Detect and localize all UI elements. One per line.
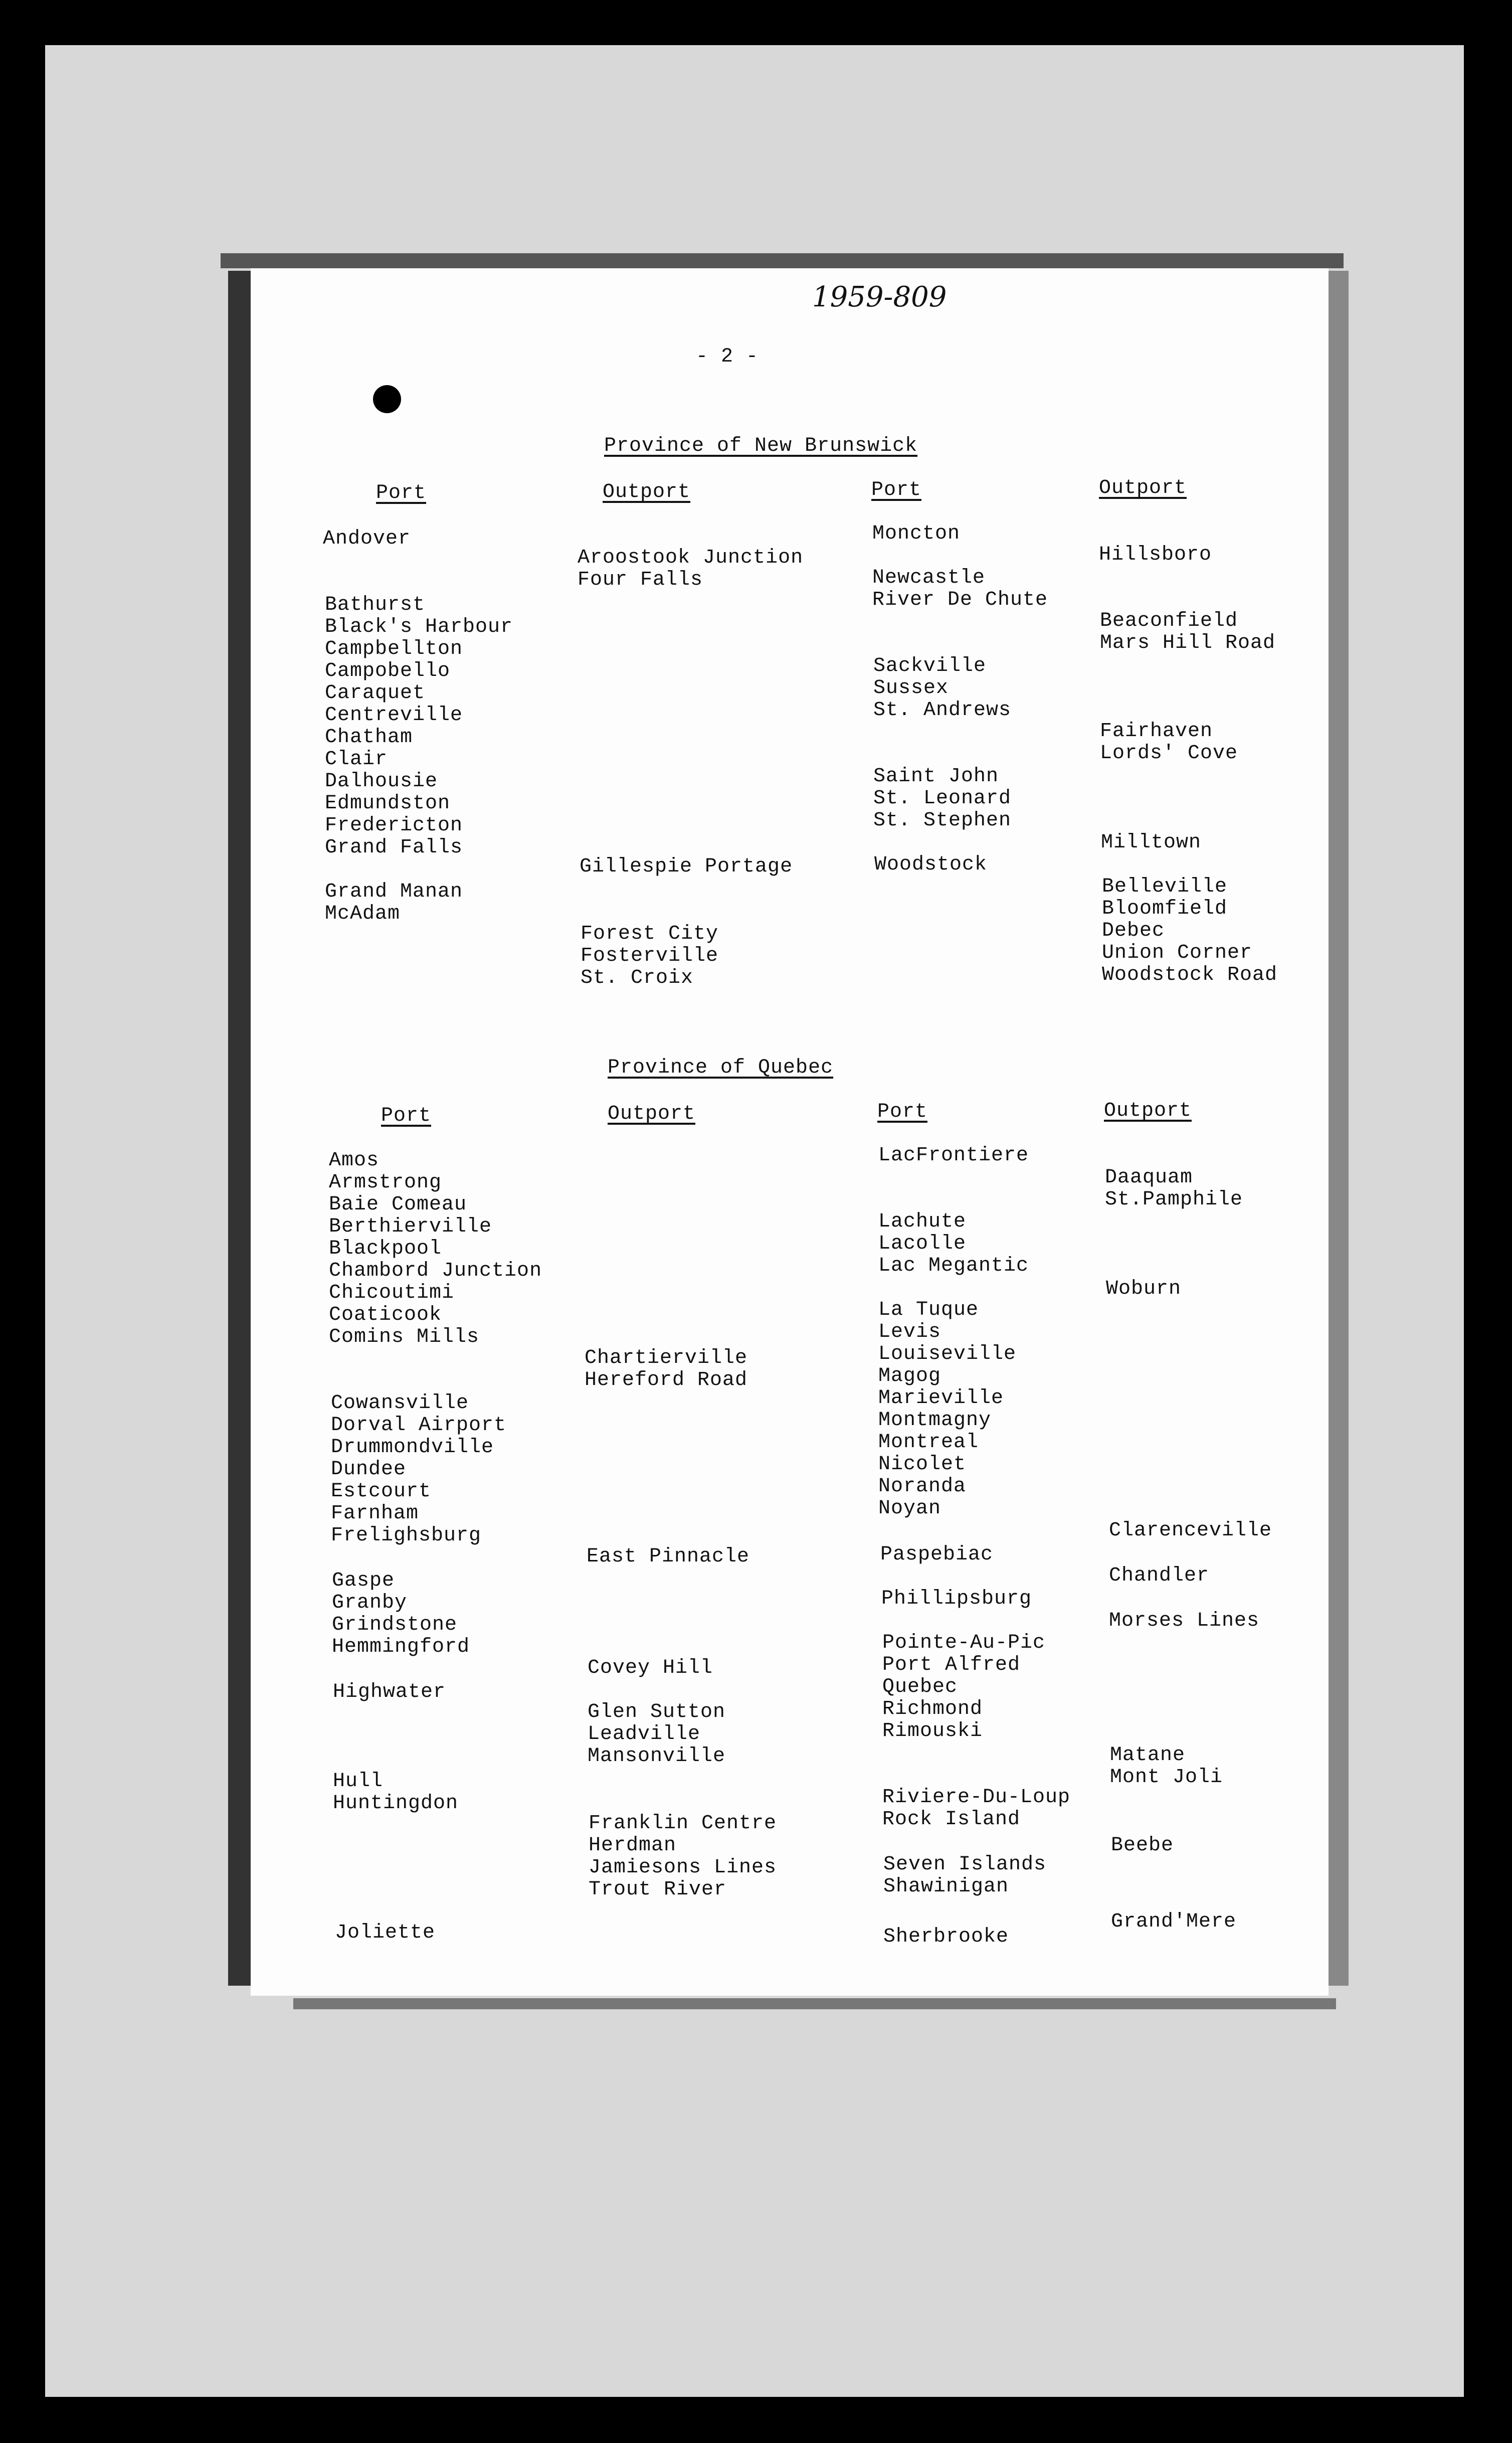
nb-port-entry: Grand Manan bbox=[325, 881, 463, 903]
nb-outport-entry: Gillespie Portage bbox=[580, 855, 793, 878]
page-number: - 2 - bbox=[696, 345, 759, 368]
qc-outport2-entry: Morses Lines bbox=[1109, 1610, 1260, 1632]
nb-outport-entry: Forest City bbox=[581, 923, 719, 945]
nb-outport2-entry: Lords' Cove bbox=[1100, 742, 1238, 765]
nb-outport2-entry: Fairhaven bbox=[1100, 720, 1213, 743]
nb-header-outport-1: Outport bbox=[603, 481, 691, 503]
nb-outport2-entry: Mars Hill Road bbox=[1100, 632, 1276, 654]
qc-outport2-entry: Clarenceville bbox=[1109, 1519, 1272, 1542]
nb-port2-entry: Sackville bbox=[873, 655, 987, 677]
page-shadow-bottom bbox=[293, 1998, 1336, 2009]
qc-port-entry: Comins Mills bbox=[329, 1326, 480, 1348]
nb-outport-entry: St. Croix bbox=[581, 967, 694, 989]
qc-port2-entry: Montreal bbox=[878, 1431, 979, 1454]
qc-port-entry: Blackpool bbox=[329, 1238, 442, 1260]
qc-port-entry: Berthierville bbox=[329, 1215, 492, 1238]
nb-outport2-entry: Beaconfield bbox=[1100, 610, 1238, 632]
qc-port-entry: Gaspe bbox=[332, 1569, 395, 1592]
qc-port-entry: Armstrong bbox=[329, 1171, 442, 1194]
qc-outport-entry: Herdman bbox=[589, 1834, 677, 1857]
qc-port-entry: Drummondville bbox=[331, 1436, 494, 1459]
qc-port-entry: Dorval Airport bbox=[331, 1414, 507, 1437]
qc-port2-entry: Port Alfred bbox=[882, 1654, 1021, 1676]
qc-port-entry: Huntingdon bbox=[333, 1792, 459, 1815]
qc-port-entry: Amos bbox=[329, 1149, 380, 1172]
nb-port2-entry: Newcastle bbox=[872, 567, 986, 589]
qc-outport-entry: Mansonville bbox=[588, 1745, 726, 1768]
qc-outport-entry: Leadville bbox=[588, 1723, 701, 1746]
nb-port-entry: Chatham bbox=[325, 726, 413, 749]
qc-port2-entry: Noyan bbox=[878, 1497, 941, 1520]
nb-title: Province of New Brunswick bbox=[604, 435, 918, 457]
qc-outport-entry: Covey Hill bbox=[588, 1657, 713, 1679]
nb-port-entry: Centreville bbox=[325, 704, 463, 727]
qc-port-entry: Chicoutimi bbox=[329, 1282, 455, 1304]
qc-outport2-entry: Woburn bbox=[1106, 1278, 1182, 1300]
nb-port-entry: Caraquet bbox=[325, 682, 426, 705]
qc-port-entry: Baie Comeau bbox=[329, 1193, 467, 1216]
nb-port-entry: Fredericton bbox=[325, 814, 463, 837]
nb-outport2-entry: Belleville bbox=[1102, 876, 1228, 898]
nb-port2-entry: Moncton bbox=[872, 522, 961, 545]
qc-outport-entry: East Pinnacle bbox=[587, 1545, 750, 1568]
nb-outport2-entry: Hillsboro bbox=[1099, 544, 1212, 566]
qc-port-entry: Farnham bbox=[331, 1502, 419, 1525]
qc-port2-entry: Riviere-Du-Loup bbox=[882, 1786, 1071, 1809]
qc-title: Province of Quebec bbox=[608, 1057, 834, 1079]
qc-port2-entry: Seven Islands bbox=[883, 1853, 1047, 1876]
qc-port2-entry: Shawinigan bbox=[883, 1875, 1009, 1898]
qc-outport2-entry: Chandler bbox=[1109, 1564, 1210, 1587]
nb-port-entry: Andover bbox=[323, 528, 411, 550]
page-shadow-top bbox=[221, 253, 1344, 268]
page-shadow-right bbox=[1329, 271, 1349, 1986]
qc-port2-entry: Quebec bbox=[882, 1676, 958, 1698]
nb-port-entry: Campbellton bbox=[325, 638, 463, 660]
qc-port2-entry: Paspebiac bbox=[880, 1543, 994, 1566]
qc-outport2-entry: Mont Joli bbox=[1110, 1766, 1223, 1789]
qc-outport-entry: Chartierville bbox=[585, 1347, 748, 1369]
qc-outport2-entry: Beebe bbox=[1111, 1834, 1174, 1857]
qc-header-outport-1: Outport bbox=[608, 1103, 696, 1125]
nb-port2-entry: Woodstock bbox=[874, 853, 988, 876]
nb-port-entry: Black's Harbour bbox=[325, 616, 513, 638]
nb-outport-entry: Fosterville bbox=[581, 945, 719, 967]
qc-port-entry: Chambord Junction bbox=[329, 1260, 542, 1282]
qc-header-port-1: Port bbox=[381, 1105, 432, 1127]
nb-outport2-entry: Debec bbox=[1102, 920, 1165, 942]
qc-port2-entry: Nicolet bbox=[878, 1453, 967, 1476]
qc-port2-entry: Noranda bbox=[878, 1475, 967, 1498]
nb-port2-entry: Saint John bbox=[873, 765, 999, 788]
qc-outport2-entry: Grand'Mere bbox=[1111, 1910, 1237, 1933]
qc-outport-entry: Jamiesons Lines bbox=[589, 1856, 777, 1879]
qc-port2-entry: Magog bbox=[878, 1365, 941, 1387]
nb-port-entry: Grand Falls bbox=[325, 836, 463, 859]
qc-outport2-entry: St.Pamphile bbox=[1105, 1188, 1243, 1211]
qc-outport2-entry: Matane bbox=[1110, 1744, 1186, 1767]
nb-port-entry: McAdam bbox=[325, 903, 401, 925]
qc-port2-entry: Marieville bbox=[878, 1387, 1004, 1410]
nb-outport2-entry: Union Corner bbox=[1102, 942, 1253, 964]
qc-port-entry: Granby bbox=[332, 1592, 408, 1614]
nb-outport2-entry: Milltown bbox=[1101, 831, 1202, 854]
qc-outport-entry: Franklin Centre bbox=[589, 1812, 777, 1835]
nb-port-entry: Bathurst bbox=[325, 594, 426, 616]
nb-outport2-entry: Bloomfield bbox=[1102, 898, 1228, 920]
qc-port2-entry: Phillipsburg bbox=[881, 1588, 1032, 1610]
qc-port2-entry: Lac Megantic bbox=[878, 1255, 1029, 1277]
qc-port-entry: Joliette bbox=[335, 1922, 436, 1944]
nb-port2-entry: St. Andrews bbox=[873, 699, 1012, 722]
qc-port-entry: Frelighsburg bbox=[331, 1524, 482, 1547]
nb-header-port-2: Port bbox=[871, 479, 922, 501]
nb-port-entry: Dalhousie bbox=[325, 770, 438, 793]
qc-port2-entry: Sherbrooke bbox=[883, 1926, 1009, 1948]
qc-port2-entry: Montmagny bbox=[878, 1409, 992, 1432]
qc-port-entry: Cowansville bbox=[331, 1392, 469, 1415]
qc-port-entry: Grindstone bbox=[332, 1614, 458, 1636]
qc-port2-entry: Rimouski bbox=[882, 1720, 983, 1742]
nb-port2-entry: St. Leonard bbox=[873, 787, 1012, 810]
qc-port2-entry: Richmond bbox=[882, 1698, 983, 1720]
nb-outport-entry: Aroostook Junction bbox=[578, 547, 804, 569]
qc-outport-entry: Glen Sutton bbox=[588, 1701, 726, 1723]
nb-port-entry: Edmundston bbox=[325, 792, 451, 815]
qc-outport2-entry: Daaquam bbox=[1105, 1166, 1193, 1189]
nb-header-outport-2: Outport bbox=[1099, 477, 1187, 499]
qc-port2-entry: Pointe-Au-Pic bbox=[882, 1632, 1046, 1654]
qc-outport-entry: Trout River bbox=[589, 1878, 727, 1901]
qc-port-entry: Dundee bbox=[331, 1458, 407, 1481]
qc-port2-entry: LacFrontiere bbox=[878, 1144, 1029, 1167]
qc-port-entry: Hull bbox=[333, 1770, 384, 1793]
qc-port-entry: Estcourt bbox=[331, 1480, 432, 1503]
qc-port-entry: Coaticook bbox=[329, 1304, 442, 1326]
handwritten-note: 1959-809 bbox=[812, 281, 947, 313]
qc-port-entry: Hemmingford bbox=[332, 1636, 470, 1658]
qc-outport-entry: Hereford Road bbox=[585, 1369, 748, 1391]
punch-hole-dot bbox=[373, 385, 401, 413]
nb-outport2-entry: Woodstock Road bbox=[1102, 964, 1278, 986]
nb-outport-entry: Four Falls bbox=[578, 569, 703, 591]
nb-port-entry: Clair bbox=[325, 748, 388, 771]
nb-header-port-1: Port bbox=[376, 482, 427, 504]
nb-port2-entry: Sussex bbox=[873, 677, 949, 700]
nb-port-entry: Campobello bbox=[325, 660, 451, 682]
qc-port2-entry: Lachute bbox=[878, 1210, 967, 1233]
qc-port2-entry: Louiseville bbox=[878, 1343, 1017, 1365]
nb-port2-entry: St. Stephen bbox=[873, 809, 1012, 832]
qc-header-outport-2: Outport bbox=[1104, 1100, 1192, 1122]
qc-port2-entry: Levis bbox=[878, 1321, 941, 1343]
qc-header-port-2: Port bbox=[877, 1101, 928, 1123]
qc-port2-entry: Lacolle bbox=[878, 1233, 967, 1255]
paper-page bbox=[251, 268, 1329, 1996]
qc-port2-entry: Rock Island bbox=[882, 1808, 1021, 1831]
qc-port-entry: Highwater bbox=[333, 1681, 446, 1703]
nb-port2-entry: River De Chute bbox=[872, 589, 1048, 611]
qc-port2-entry: La Tuque bbox=[878, 1299, 979, 1321]
